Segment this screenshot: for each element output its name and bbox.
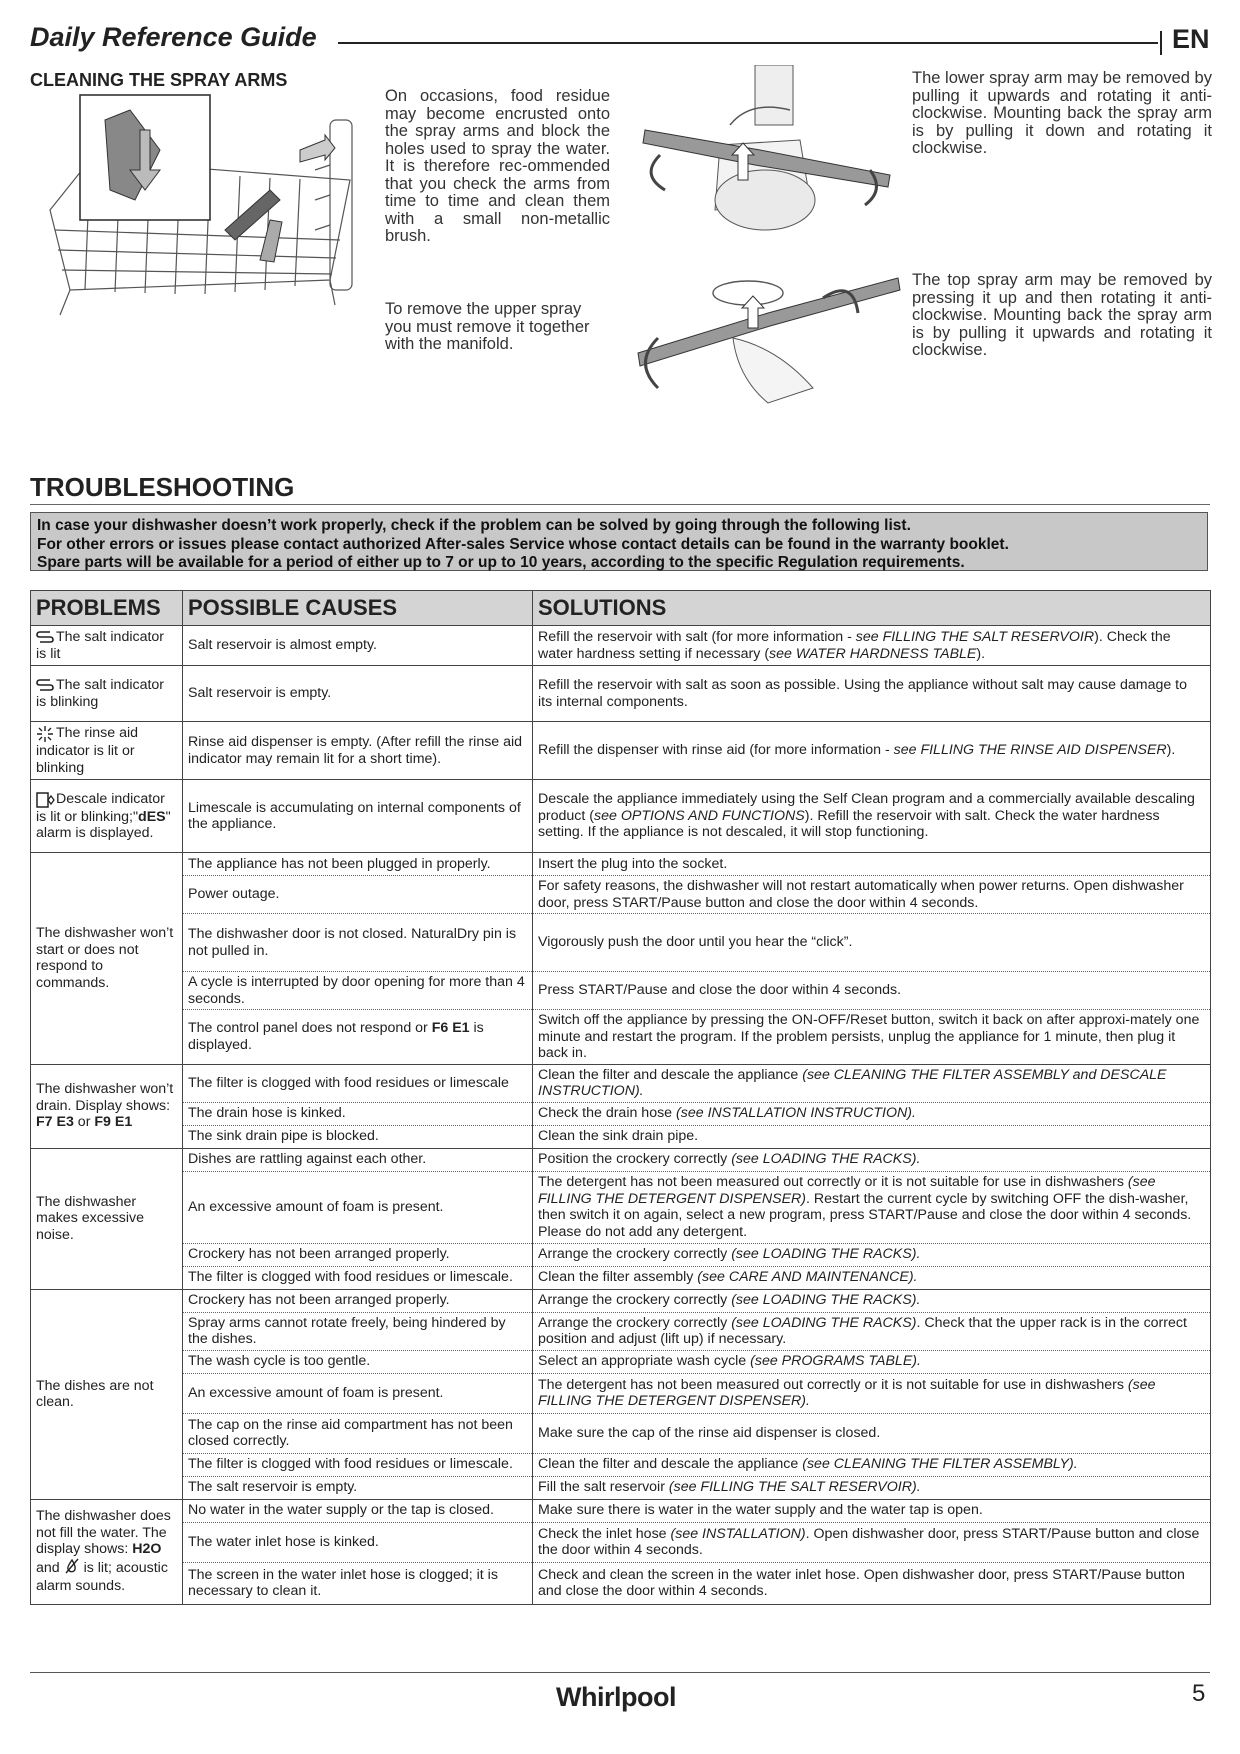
cause-cell: Salt reservoir is empty. [183, 666, 533, 722]
descale-indicator-icon [36, 791, 56, 809]
cause-cell: Spray arms cannot rotate freely, being hindered by the dishes. [183, 1312, 533, 1350]
solution-cell: Clean the filter and descale the appliance (see CLEANING THE FILTER ASSEMBLY and DESCALE INSTRUCTION). [533, 1064, 1211, 1102]
upper-spray-paragraph: To remove the upper spray you must remove it together with the manifold. [385, 300, 590, 353]
solution-cell: Clean the sink drain pipe. [533, 1125, 1211, 1148]
solution-cell: Refill the dispenser with rinse aid (for more information - see FILLING THE RINSE AID DISPENSER). [533, 722, 1211, 780]
table-row [31, 1289, 1211, 1312]
cause-cell: The filter is clogged with food residues or limescale [183, 1064, 533, 1102]
solution-cell: Fill the salt reservoir (see FILLING THE SALT RESERVOIR). [533, 1476, 1211, 1499]
problem-cell: The dishwasher won’t start or does not respond to commands. [31, 853, 183, 1065]
dishwasher-rack-illustration [30, 90, 375, 320]
column-header-solutions: SOLUTIONS [533, 591, 1211, 626]
spray-arms-heading: CLEANING THE SPRAY ARMS [30, 70, 288, 90]
cause-cell: Power outage. [183, 876, 533, 914]
header-rule [338, 42, 1158, 44]
solution-cell: Clean the filter assembly (see CARE AND MAINTENANCE). [533, 1266, 1211, 1289]
solution-cell: Select an appropriate wash cycle (see PROGRAMS TABLE). [533, 1350, 1211, 1373]
cause-cell: The cap on the rinse aid compartment has not been closed correctly. [183, 1413, 533, 1453]
troubleshooting-table [30, 590, 1211, 1605]
solution-cell: Insert the plug into the socket. [533, 853, 1211, 876]
brand-logo: Whirlpool [556, 1682, 676, 1712]
solution-cell: For safety reasons, the dishwasher will not restart automatically when power returns. Open dishwasher door, press START/Pause button and close the door within 4 seconds. [533, 876, 1211, 914]
problem-cell: The dishes are not clean. [31, 1289, 183, 1499]
solution-cell: Arrange the crockery correctly (see LOADING THE RACKS). Check that the upper rack is in the correct position and adjust (lift up) if necessary. [533, 1312, 1211, 1350]
cause-cell: The filter is clogged with food residues or limescale. [183, 1266, 533, 1289]
cause-cell: An excessive amount of foam is present. [183, 1171, 533, 1243]
table-row [31, 1350, 1211, 1373]
cause-cell: Limescale is accumulating on internal components of the appliance. [183, 780, 533, 853]
header-rule-tick [1160, 31, 1162, 55]
solution-cell: Arrange the crockery correctly (see LOADING THE RACKS). [533, 1289, 1211, 1312]
lower-spray-arm-paragraph: The lower spray arm may be removed by pulling it upwards and rotating it anti-clockwise. Mounting back the spray arm is by pulling it down and rotating it clockwise. [912, 69, 1212, 157]
table-row [31, 1312, 1211, 1350]
table-row [31, 780, 1211, 853]
top-spray-arm-illustration [628, 268, 913, 413]
table-row [31, 1373, 1211, 1413]
solution-cell: Vigorously push the door until you hear the “click”. [533, 914, 1211, 972]
table-row [31, 1148, 1211, 1171]
cause-cell: The dishwasher door is not closed. NaturalDry pin is not pulled in. [183, 914, 533, 972]
table-row [31, 1453, 1211, 1476]
table-row [31, 1102, 1211, 1125]
troubleshooting-intro [30, 512, 1208, 571]
intro-line: For other errors or issues please contact authorized After-sales Service whose contact details can be found in the warranty booklet. [37, 535, 1009, 553]
table-row [31, 1476, 1211, 1499]
language-code: EN [1172, 24, 1210, 54]
troubleshooting-rule [30, 504, 1210, 505]
cause-cell: Salt reservoir is almost empty. [183, 626, 533, 666]
cause-cell: Rinse aid dispenser is empty. (After refill the rinse aid indicator may remain lit for a short time). [183, 722, 533, 780]
table-row [31, 853, 1211, 876]
problem-cell: The dishwasher won’t drain. Display shows: F7 E3 or F9 E1 [31, 1064, 183, 1148]
solution-cell: Check and clean the screen in the water inlet hose. Open dishwasher door, press START/Pause button and close the door within 4 seconds. [533, 1562, 1211, 1604]
table-row [31, 626, 1211, 666]
cause-cell: The wash cycle is too gentle. [183, 1350, 533, 1373]
table-row [31, 1064, 1211, 1102]
solution-cell: Switch off the appliance by pressing the ON-OFF/Reset button, switch it back on after approxi-mately one minute and restart the program. If the problem persists, unplug the appliance for 1 minute, then plug it back in. [533, 1010, 1211, 1065]
problem-cell: The dishwasher does not fill the water. The display shows: H2O and is lit; acoustic alarm sounds. [31, 1499, 183, 1604]
cause-cell: The water inlet hose is kinked. [183, 1522, 533, 1562]
solution-cell: Check the drain hose (see INSTALLATION INSTRUCTION). [533, 1102, 1211, 1125]
column-header-causes: POSSIBLE CAUSES [183, 591, 533, 626]
solution-cell: Press START/Pause and close the door within 4 seconds. [533, 972, 1211, 1010]
no-water-icon [64, 1558, 80, 1579]
salt-indicator-icon [36, 677, 56, 693]
cause-cell: The drain hose is kinked. [183, 1102, 533, 1125]
table-row [31, 1010, 1211, 1065]
cause-cell: Crockery has not been arranged properly. [183, 1243, 533, 1266]
solution-cell: Refill the reservoir with salt (for more information - see FILLING THE SALT RESERVOIR). Check the water hardness setting if necessary (see WATER HARDNESS TABLE). [533, 626, 1211, 666]
rinse-aid-indicator-icon [36, 725, 56, 743]
solution-cell: Refill the reservoir with salt as soon as possible. Using the appliance without salt may cause damage to its internal components. [533, 666, 1211, 722]
solution-cell: Descale the appliance immediately using the Self Clean program and a commercially available descaling product (see OPTIONS AND FUNCTIONS). Refill the reservoir with salt. Check the water hardness setting. If the appliance is not descaled, it will stop functioning. [533, 780, 1211, 853]
table-row [31, 666, 1211, 722]
table-row [31, 876, 1211, 914]
problem-cell: Descale indicator is lit or blinking;"dES" alarm is displayed. [31, 780, 183, 853]
cause-cell: The appliance has not been plugged in properly. [183, 853, 533, 876]
problem-cell: The salt indicator is blinking [31, 666, 183, 722]
troubleshooting-heading: TROUBLESHOOTING [30, 472, 295, 502]
footer-rule [30, 1672, 1210, 1673]
table-row [31, 1499, 1211, 1522]
cause-cell: The salt reservoir is empty. [183, 1476, 533, 1499]
problem-cell: The rinse aid indicator is lit or blinking [31, 722, 183, 780]
cause-cell: The control panel does not respond or F6 E1 is displayed. [183, 1010, 533, 1065]
salt-indicator-icon [36, 629, 56, 645]
intro-line: In case your dishwasher doesn’t work properly, check if the problem can be solved by going through the following list. [37, 517, 911, 534]
table-row [31, 1266, 1211, 1289]
table-row [31, 1522, 1211, 1562]
spray-arms-paragraph: On occasions, food residue may become encrusted onto the spray arms and block the holes used to spray the water. It is therefore rec-ommended that you check the arms from time to time and clean them with a small non-metallic brush. [385, 87, 610, 245]
cause-cell: Crockery has not been arranged properly. [183, 1289, 533, 1312]
cause-cell: The screen in the water inlet hose is clogged; it is necessary to clean it. [183, 1562, 533, 1604]
solution-cell: Arrange the crockery correctly (see LOADING THE RACKS). [533, 1243, 1211, 1266]
problem-cell: The salt indicator is lit [31, 626, 183, 666]
solution-cell: Clean the filter and descale the appliance (see CLEANING THE FILTER ASSEMBLY). [533, 1453, 1211, 1476]
table-row [31, 1243, 1211, 1266]
top-spray-arm-paragraph: The top spray arm may be removed by pressing it up and then rotating it anti-clockwise. Mounting back the spray arm is by pulling it upwards and rotating it clockwise. [912, 271, 1212, 359]
cause-cell: No water in the water supply or the tap is closed. [183, 1499, 533, 1522]
column-header-problems: PROBLEMS [31, 591, 183, 626]
cause-cell: Dishes are rattling against each other. [183, 1148, 533, 1171]
page-number: 5 [1192, 1680, 1206, 1707]
cause-cell: An excessive amount of foam is present. [183, 1373, 533, 1413]
cause-cell: The filter is clogged with food residues or limescale. [183, 1453, 533, 1476]
problem-cell: The dishwasher makes excessive noise. [31, 1148, 183, 1289]
solution-cell: Position the crockery correctly (see LOADING THE RACKS). [533, 1148, 1211, 1171]
cause-cell: A cycle is interrupted by door opening for more than 4 seconds. [183, 972, 533, 1010]
solution-cell: Make sure there is water in the water supply and the water tap is open. [533, 1499, 1211, 1522]
table-row [31, 1413, 1211, 1453]
table-row [31, 914, 1211, 972]
cause-cell: The sink drain pipe is blocked. [183, 1125, 533, 1148]
table-row [31, 972, 1211, 1010]
table-row [31, 1562, 1211, 1604]
solution-cell: Make sure the cap of the rinse aid dispenser is closed. [533, 1413, 1211, 1453]
lower-spray-arm-illustration [640, 65, 905, 265]
table-row [31, 722, 1211, 780]
intro-line: Spare parts will be available for a period of either up to 7 or up to 10 years, according to the specific Regulation requirements. [37, 554, 965, 571]
table-row [31, 1125, 1211, 1148]
page-title: Daily Reference Guide [30, 22, 317, 52]
solution-cell: The detergent has not been measured out correctly or it is not suitable for use in dishwashers (see FILLING THE DETERGENT DISPENSER). Restart the current cycle by switching OFF the dish-washer, then switch it on again, select a new program, press START/Pause and close the door within 4 seconds. Please do not add any detergent. [533, 1171, 1211, 1243]
solution-cell: Check the inlet hose (see INSTALLATION). Open dishwasher door, press START/Pause button and close the door within 4 seconds. [533, 1522, 1211, 1562]
table-row [31, 1171, 1211, 1243]
solution-cell: The detergent has not been measured out correctly or it is not suitable for use in dishwashers (see FILLING THE DETERGENT DISPENSER). [533, 1373, 1211, 1413]
